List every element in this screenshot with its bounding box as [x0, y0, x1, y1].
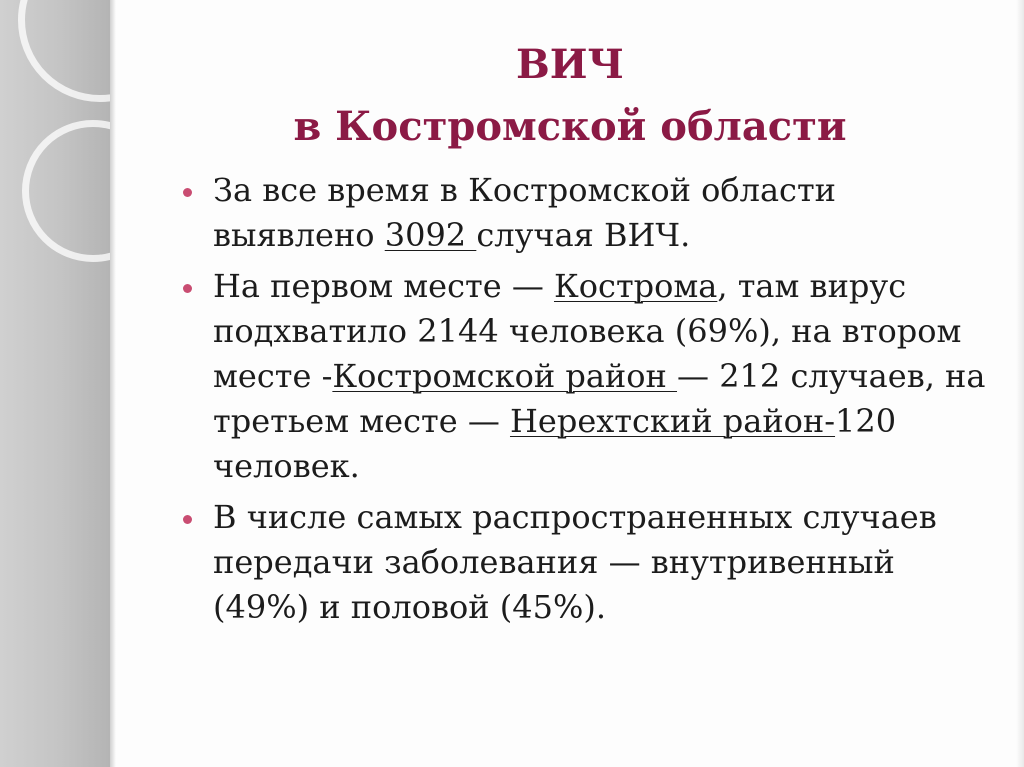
bullet-text: 120 человек. [213, 402, 897, 485]
region-kostroma-link[interactable]: Кострома [553, 267, 718, 305]
bullet-text: случая ВИЧ. [476, 216, 691, 254]
bullet-text: — 212 случаев, на третьем месте — [213, 357, 986, 440]
bullet-item-total-cases [184, 168, 994, 258]
bullet-text: На первом месте — [213, 267, 554, 305]
title-line-2: в Костромской области [293, 103, 847, 150]
bullet-dot-icon [183, 284, 192, 293]
bullet-list [184, 168, 994, 636]
bullet-dot-icon [183, 515, 192, 524]
decorative-ring [18, 0, 110, 102]
bullet-item-transmission [184, 495, 994, 630]
decorative-sidebar [0, 0, 110, 767]
title-line-1: ВИЧ [515, 41, 625, 88]
bullet-text: , там вирус подхватило 2144 человека (69%), на втором месте - [213, 267, 962, 395]
region-kostroma-district-link[interactable]: Костромской район [332, 357, 678, 395]
bullet-item-regions [184, 264, 994, 489]
slide-title [116, 34, 1024, 158]
bullet-text: За все время в Костромской области выявлено [213, 171, 836, 254]
bullet-text: В числе самых распространенных случаев передачи заболевания — внутривенный (49%) и половой (45%). [213, 498, 937, 626]
decorative-ring [22, 120, 110, 262]
bullet-dot-icon [183, 188, 192, 197]
case-count-underlined: 3092 [384, 216, 477, 254]
region-nerekhta-district-link[interactable]: Нерехтский район- [509, 402, 836, 440]
